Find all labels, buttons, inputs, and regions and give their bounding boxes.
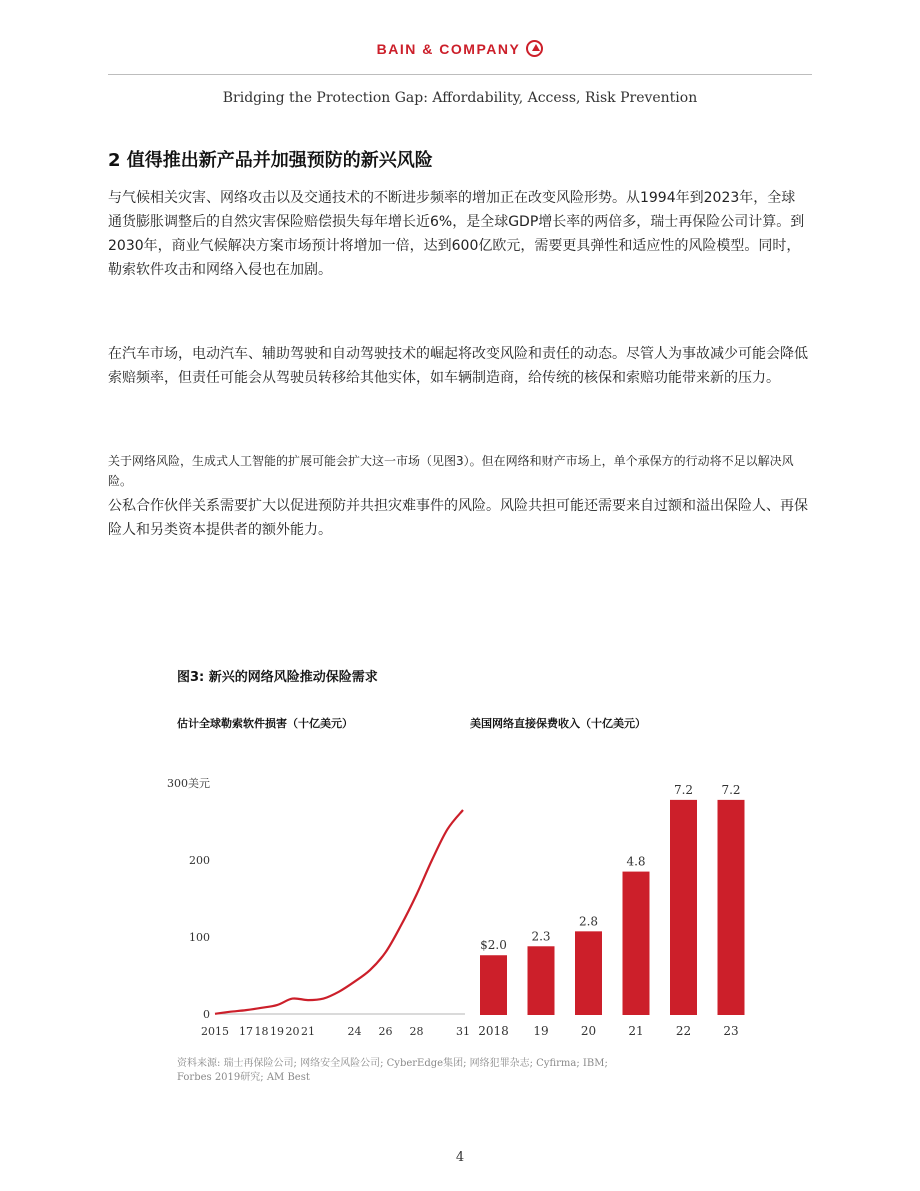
bar-value-label: 2.3 bbox=[531, 929, 551, 944]
page-number: 4 bbox=[455, 1150, 465, 1165]
brand-name: BAIN & COMPANY bbox=[376, 41, 521, 57]
bar-category-label: 2018 bbox=[478, 1024, 509, 1038]
bain-compass-icon bbox=[526, 40, 543, 57]
ransomware-damage-line bbox=[215, 810, 463, 1014]
bar-category-label: 21 bbox=[628, 1024, 644, 1038]
premium-bar bbox=[718, 800, 745, 1015]
line-x-tick-label: 19 bbox=[270, 1025, 284, 1038]
bar-category-label: 20 bbox=[580, 1024, 597, 1038]
section-title: 2 值得推出新产品并加强预防的新兴风险 bbox=[108, 150, 433, 171]
line-x-tick-label: 2015 bbox=[201, 1025, 229, 1038]
premium-bar bbox=[528, 946, 555, 1015]
line-chart-title: 估计全球勒索软件损害（十亿美元） bbox=[177, 717, 353, 730]
line-x-tick-label: 20 bbox=[285, 1025, 300, 1038]
line-y-tick-label: 300美元 bbox=[167, 777, 210, 790]
line-y-tick-label: 100 bbox=[189, 931, 210, 944]
bar-value-label: $2.0 bbox=[480, 938, 507, 953]
line-x-tick-label: 24 bbox=[347, 1025, 362, 1038]
paragraph-auto: 在汽车市场，电动汽车、辅助驾驶和自动驾驶技术的崛起将改变风险和责任的动态。尽管人为事故减少可能会降低索赔频率，但责任可能会从驾驶员转移给其他实体，如车辆制造商，给传统的核保和索赔功能带来新的压力。 bbox=[108, 346, 808, 386]
report-title: Bridging the Protection Gap: Affordability, Access, Risk Prevention bbox=[222, 90, 698, 106]
premium-bar bbox=[670, 800, 697, 1015]
bar-category-label: 23 bbox=[723, 1024, 739, 1038]
paragraph-climate: 与气候相关灾害、网络攻击以及交通技术的不断进步频率的增加正在改变风险形势。从1994年到2023年，全球通货膨胀调整后的自然灾害保险赔偿损失每年增长近6%，是全球GDP增长率的两倍多，瑞士再保险公司计算。到2030年，商业气候解决方案市场预计将增加一倍，达到600亿欧元，需要更具弹性和适应性的风险模型。同时，勒索软件攻击和网络入侵也在加剧。 bbox=[108, 190, 805, 278]
line-x-tick-label: 17 bbox=[239, 1025, 253, 1038]
ransomware-line-chart bbox=[150, 740, 470, 1050]
line-x-tick-label: 31 bbox=[456, 1025, 470, 1038]
line-x-tick-label: 21 bbox=[301, 1025, 315, 1038]
cyber-premium-bar-chart bbox=[470, 760, 760, 1050]
paragraph-cyber: 关于网络风险，生成式人工智能的扩展可能会扩大这一市场（见图3）。但在网络和财产市场上，单个承保方的行动将不足以解决风险。 bbox=[108, 454, 794, 488]
bar-category-label: 22 bbox=[675, 1024, 692, 1038]
line-y-tick-label: 200 bbox=[189, 854, 210, 867]
figure-title: 图3: 新兴的网络风险推动保险需求 bbox=[177, 670, 378, 685]
figure-source: 资料来源: 瑞士再保险公司; 网络安全风险公司; CyberEdge集团; 网络犯罪杂志; Cyfirma; IBM; Forbes 2019研究; AM Best bbox=[177, 1058, 608, 1083]
brand-logo bbox=[0, 40, 920, 57]
line-x-tick-label: 26 bbox=[378, 1025, 393, 1038]
line-y-tick-label: 0 bbox=[203, 1008, 210, 1021]
bar-chart-title: 美国网络直接保费收入（十亿美元） bbox=[470, 717, 646, 730]
premium-bar bbox=[480, 955, 507, 1015]
line-x-tick-label: 18 bbox=[254, 1025, 269, 1038]
bar-category-label: 19 bbox=[533, 1024, 549, 1038]
paragraph-partnership: 公私合作伙伴关系需要扩大以促进预防并共担灾难事件的风险。风险共担可能还需要来自过额和溢出保险人、再保险人和另类资本提供者的额外能力。 bbox=[108, 498, 808, 538]
premium-bar bbox=[575, 931, 602, 1015]
premium-bar bbox=[623, 872, 650, 1015]
line-x-tick-label: 28 bbox=[409, 1025, 424, 1038]
bar-value-label: 7.2 bbox=[673, 782, 694, 797]
bar-value-label: 4.8 bbox=[626, 854, 646, 869]
bar-value-label: 7.2 bbox=[721, 782, 741, 797]
header-divider bbox=[108, 74, 812, 75]
bar-value-label: 2.8 bbox=[578, 914, 599, 929]
